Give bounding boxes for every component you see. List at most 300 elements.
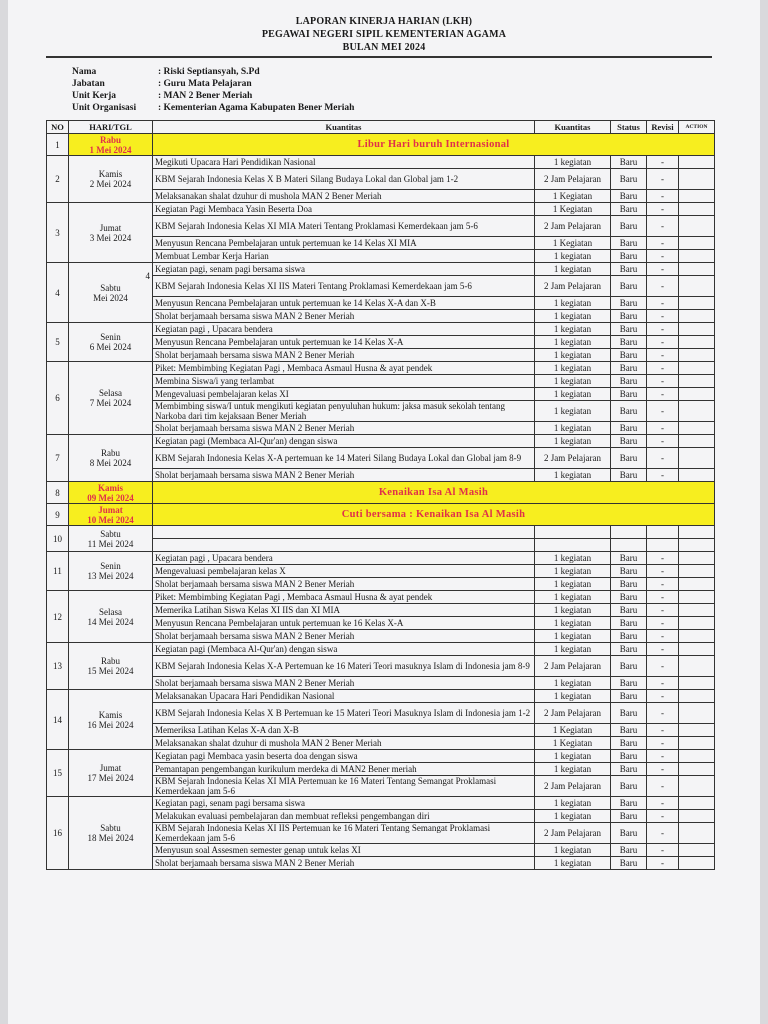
action-cell[interactable] — [679, 857, 715, 870]
activity-cell — [153, 526, 535, 539]
action-cell[interactable] — [679, 336, 715, 349]
action-cell[interactable] — [679, 297, 715, 310]
activity-cell: Mengevaluasi pembelajaran kelas XI — [153, 388, 535, 401]
status-cell: Baru — [611, 763, 647, 776]
quantity-cell: 1 kegiatan — [535, 349, 611, 362]
action-cell[interactable] — [679, 375, 715, 388]
action-cell[interactable] — [679, 310, 715, 323]
day-cell — [69, 690, 153, 750]
identity-row — [72, 66, 354, 78]
status-cell: Baru — [611, 724, 647, 737]
identity-value: : Riski Septiansyah, S.Pd — [158, 67, 260, 77]
day-cell — [69, 552, 153, 591]
day-cell — [69, 362, 153, 435]
day-name: Sabtu — [100, 282, 121, 293]
table-row — [47, 156, 715, 169]
activity-cell: Menyusun Rencana Pembelajaran untuk pertemuan ke 14 Kelas X-A — [153, 336, 535, 349]
quantity-cell: 2 Jam Pelajaran — [535, 703, 611, 724]
quantity-cell: 1 kegiatan — [535, 156, 611, 169]
col-header-no: NO — [47, 121, 69, 134]
quantity-cell: 1 kegiatan — [535, 323, 611, 336]
quantity-cell: 1 kegiatan — [535, 297, 611, 310]
revisi-cell: - — [647, 604, 679, 617]
quantity-cell: 1 kegiatan — [535, 375, 611, 388]
table-row — [47, 323, 715, 336]
action-cell[interactable] — [679, 237, 715, 250]
day-date: 18 Mei 2024 — [87, 833, 134, 843]
activity-cell: Piket: Membimbing Kegiatan Pagi , Membaca Asmaul Husna & ayat pendek — [153, 362, 535, 375]
action-cell[interactable] — [679, 617, 715, 630]
status-cell: Baru — [611, 169, 647, 190]
revisi-cell: - — [647, 216, 679, 237]
activity-cell: Megikuti Upacara Hari Pendidikan Nasional — [153, 156, 535, 169]
revisi-cell — [647, 539, 679, 552]
day-date: 17 Mei 2024 — [87, 773, 134, 783]
row-number: 7 — [47, 435, 69, 482]
status-cell: Baru — [611, 349, 647, 362]
action-cell[interactable] — [679, 250, 715, 263]
status-cell — [611, 539, 647, 552]
quantity-cell: 2 Jam Pelajaran — [535, 216, 611, 237]
row-number: 2 — [47, 156, 69, 203]
revisi-cell: - — [647, 690, 679, 703]
status-cell: Baru — [611, 263, 647, 276]
row-number: 12 — [47, 591, 69, 643]
day-name: Kamis — [98, 709, 123, 720]
revisi-cell: - — [647, 677, 679, 690]
revisi-cell: - — [647, 797, 679, 810]
activity-table-body — [47, 134, 715, 870]
activity-cell: Memerika Latihan Siswa Kelas XI IIS dan XI MIA — [153, 604, 535, 617]
status-cell: Baru — [611, 857, 647, 870]
action-cell[interactable] — [679, 203, 715, 216]
status-cell: Baru — [611, 690, 647, 703]
revisi-cell: - — [647, 724, 679, 737]
action-cell[interactable] — [679, 422, 715, 435]
action-cell[interactable] — [679, 763, 715, 776]
status-cell: Baru — [611, 336, 647, 349]
action-cell[interactable] — [679, 677, 715, 690]
day-date: 09 Mei 2024 — [87, 492, 134, 503]
activity-cell: Sholat berjamaah bersama siswa MAN 2 Bener Meriah — [153, 857, 535, 870]
action-cell[interactable] — [679, 448, 715, 469]
status-cell: Baru — [611, 203, 647, 216]
day-date: 11 Mei 2024 — [87, 538, 134, 549]
day-cell — [69, 156, 153, 203]
row-number: 8 — [47, 482, 69, 504]
identity-row — [72, 90, 354, 102]
revisi-cell: - — [647, 763, 679, 776]
day-cell — [69, 750, 153, 797]
action-cell[interactable] — [679, 565, 715, 578]
revisi-cell: - — [647, 552, 679, 565]
table-row — [47, 435, 715, 448]
status-cell: Baru — [611, 604, 647, 617]
day-cell — [69, 134, 153, 156]
action-cell[interactable] — [679, 388, 715, 401]
quantity-cell — [535, 526, 611, 539]
activity-cell: Sholat berjamaah bersama siswa MAN 2 Bener Meriah — [153, 469, 535, 482]
status-cell: Baru — [611, 552, 647, 565]
action-cell[interactable] — [679, 656, 715, 677]
identity-row — [72, 102, 354, 114]
action-cell[interactable] — [679, 552, 715, 565]
row-number: 16 — [47, 797, 69, 870]
quantity-cell: 1 kegiatan — [535, 422, 611, 435]
status-cell: Baru — [611, 250, 647, 263]
revisi-cell: - — [647, 750, 679, 763]
quantity-cell: 1 kegiatan — [535, 844, 611, 857]
revisi-cell: - — [647, 703, 679, 724]
revisi-cell: - — [647, 263, 679, 276]
identity-row — [72, 78, 354, 90]
quantity-cell: 1 Kegiatan — [535, 724, 611, 737]
revisi-cell: - — [647, 349, 679, 362]
identity-block — [72, 66, 354, 114]
revisi-cell: - — [647, 776, 679, 797]
revisi-cell: - — [647, 297, 679, 310]
identity-value: : Kementerian Agama Kabupaten Bener Meriah — [158, 103, 355, 113]
day-name: Jumat — [99, 763, 122, 773]
quantity-cell: 1 kegiatan — [535, 250, 611, 263]
day-date: 7 Mei 2024 — [89, 398, 132, 408]
revisi-cell: - — [647, 469, 679, 482]
action-cell[interactable] — [679, 401, 715, 422]
status-cell: Baru — [611, 565, 647, 578]
action-cell[interactable] — [679, 690, 715, 703]
table-row — [47, 526, 715, 539]
revisi-cell: - — [647, 203, 679, 216]
status-cell: Baru — [611, 677, 647, 690]
action-cell[interactable] — [679, 750, 715, 763]
status-cell: Baru — [611, 435, 647, 448]
revisi-cell: - — [647, 336, 679, 349]
status-cell: Baru — [611, 375, 647, 388]
activity-cell: KBM Sejarah Indonesia Kelas X B Materi Silang Budaya Lokal dan Global jam 1-2 — [153, 169, 535, 190]
header-rule — [46, 56, 712, 58]
day-name: Senin — [100, 561, 121, 571]
action-cell[interactable] — [679, 526, 715, 539]
activity-cell: Sholat berjamaah bersama siswa MAN 2 Bener Meriah — [153, 677, 535, 690]
status-cell: Baru — [611, 362, 647, 375]
day-date: 1 Mei 2024 — [89, 144, 132, 155]
status-cell: Baru — [611, 156, 647, 169]
action-cell[interactable] — [679, 810, 715, 823]
holiday-row — [47, 504, 715, 526]
quantity-cell: 1 kegiatan — [535, 310, 611, 323]
activity-cell: Kegiatan pagi, senam pagi bersama siswa — [153, 263, 535, 276]
activity-cell: Kegiatan pagi (Membaca Al-Qur'an) dengan siswa — [153, 435, 535, 448]
action-cell[interactable] — [679, 323, 715, 336]
quantity-cell: 1 kegiatan — [535, 565, 611, 578]
identity-value: : Guru Mata Pelajaran — [158, 79, 252, 89]
activity-cell: Melaksanakan shalat dzuhur di mushola MAN 2 Bener Meriah — [153, 190, 535, 203]
holiday-row — [47, 482, 715, 504]
report-title: LAPORAN KINERJA HARIAN (LKH) — [295, 16, 473, 27]
activity-cell: Kegiatan pagi Membaca yasin beserta doa dengan siswa — [153, 750, 535, 763]
day-date: 3 Mei 2024 — [89, 232, 132, 243]
day-name: Sabtu — [100, 823, 121, 833]
quantity-cell — [535, 539, 611, 552]
status-cell: Baru — [611, 617, 647, 630]
quantity-cell: 1 kegiatan — [535, 810, 611, 823]
identity-label: Unit Kerja — [72, 91, 117, 101]
quantity-cell: 2 Jam Pelajaran — [535, 823, 611, 844]
status-cell: Baru — [611, 469, 647, 482]
status-cell: Baru — [611, 776, 647, 797]
action-cell[interactable] — [679, 156, 715, 169]
status-cell: Baru — [611, 810, 647, 823]
day-name: Rabu — [99, 134, 121, 145]
status-cell: Baru — [611, 703, 647, 724]
revisi-cell: - — [647, 630, 679, 643]
quantity-cell: 1 kegiatan — [535, 643, 611, 656]
row-number: 6 — [47, 362, 69, 435]
holiday-row — [47, 134, 715, 156]
day-name: Jumat — [98, 504, 123, 515]
action-cell[interactable] — [679, 724, 715, 737]
quantity-cell: 1 kegiatan — [535, 263, 611, 276]
day-number: 4 — [145, 271, 150, 281]
day-date: 10 Mei 2024 — [87, 514, 134, 525]
report-period: BULAN MEI 2024 — [342, 42, 426, 53]
row-number: 14 — [47, 690, 69, 750]
quantity-cell: 1 kegiatan — [535, 604, 611, 617]
quantity-cell: 1 kegiatan — [535, 469, 611, 482]
quantity-cell: 2 Jam Pelajaran — [535, 448, 611, 469]
action-cell[interactable] — [679, 276, 715, 297]
revisi-cell: - — [647, 448, 679, 469]
row-number: 5 — [47, 323, 69, 362]
day-cell — [69, 591, 153, 643]
day-name: Jumat — [99, 222, 122, 233]
activity-cell: KBM Sejarah Indonesia Kelas X-A pertemuan ke 14 Materi Silang Budaya Lokal dan Global jam 8-9 — [153, 448, 535, 469]
activity-cell — [153, 539, 535, 552]
revisi-cell: - — [647, 823, 679, 844]
action-cell[interactable] — [679, 578, 715, 591]
action-cell[interactable] — [679, 190, 715, 203]
quantity-cell: 1 kegiatan — [535, 591, 611, 604]
day-date: 16 Mei 2024 — [87, 719, 134, 730]
quantity-cell: 2 Jam Pelajaran — [535, 276, 611, 297]
status-cell: Baru — [611, 797, 647, 810]
activity-cell: Pemantapan pengembangan kurikulum merdeka di MAN2 Bener meriah — [153, 763, 535, 776]
day-name: Rabu — [101, 448, 120, 458]
action-cell[interactable] — [679, 169, 715, 190]
action-cell[interactable] — [679, 823, 715, 844]
activity-cell: Memeriksa Latihan Kelas X-A dan X-B — [153, 724, 535, 737]
day-name: Sabtu — [100, 528, 121, 539]
day-name: Kamis — [97, 482, 123, 493]
quantity-cell: 1 kegiatan — [535, 578, 611, 591]
table-row — [47, 591, 715, 604]
activity-cell: Kegiatan pagi (Membaca Al-Qur'an) dengan siswa — [153, 643, 535, 656]
quantity-cell: 1 Kegiatan — [535, 203, 611, 216]
action-cell[interactable] — [679, 263, 715, 276]
activity-cell: Sholat berjamaah bersama siswa MAN 2 Bener Meriah — [153, 310, 535, 323]
action-cell[interactable] — [679, 604, 715, 617]
day-name: Selasa — [99, 388, 122, 398]
identity-label: Jabatan — [72, 79, 105, 89]
activity-cell: Kegiatan Pagi Membaca Yasin Beserta Doa — [153, 203, 535, 216]
table-row — [47, 203, 715, 216]
row-number: 10 — [47, 526, 69, 552]
quantity-cell: 1 kegiatan — [535, 677, 611, 690]
status-cell: Baru — [611, 643, 647, 656]
activity-cell: KBM Sejarah Indonesia Kelas X B Pertemuan ke 15 Materi Teori Masuknya Islam di Indonesia jam 1-2 — [153, 703, 535, 724]
quantity-cell: 1 kegiatan — [535, 552, 611, 565]
activity-cell: Sholat berjamaah bersama siswa MAN 2 Bener Meriah — [153, 578, 535, 591]
day-date: Mei 2024 — [93, 292, 128, 303]
status-cell: Baru — [611, 823, 647, 844]
activity-cell: Menyusun Rencana Pembelajaran untuk pertemuan ke 14 Kelas X-A dan X-B — [153, 297, 535, 310]
revisi-cell: - — [647, 578, 679, 591]
activity-cell: Menyusun Rencana Pembelajaran untuk pertemuan ke 16 Kelas X-A — [153, 617, 535, 630]
row-number: 3 — [47, 203, 69, 263]
row-number: 9 — [47, 504, 69, 526]
activity-cell: Sholat berjamaah bersama siswa MAN 2 Bener Meriah — [153, 349, 535, 362]
day-cell — [69, 504, 153, 526]
day-cell — [69, 797, 153, 870]
identity-value: : MAN 2 Bener Meriah — [158, 91, 253, 101]
holiday-label: Libur Hari buruh Internasional — [153, 134, 715, 156]
quantity-cell: 1 kegiatan — [535, 435, 611, 448]
status-cell: Baru — [611, 276, 647, 297]
activity-cell: Kegiatan pagi, senam pagi bersama siswa — [153, 797, 535, 810]
table-row — [47, 690, 715, 703]
quantity-cell: 1 kegiatan — [535, 750, 611, 763]
action-cell[interactable] — [679, 776, 715, 797]
quantity-cell: 1 Kegiatan — [535, 737, 611, 750]
action-cell[interactable] — [679, 469, 715, 482]
revisi-cell: - — [647, 656, 679, 677]
activity-cell: KBM Sejarah Indonesia Kelas X-A Pertemuan ke 16 Materi Teori masuknya Islam di Indonesia jam 8-9 — [153, 656, 535, 677]
activity-table — [46, 120, 715, 870]
action-cell[interactable] — [679, 591, 715, 604]
revisi-cell: - — [647, 591, 679, 604]
day-cell — [69, 263, 153, 323]
day-cell — [69, 643, 153, 690]
col-header-status: Status — [611, 121, 647, 134]
day-cell — [69, 526, 153, 552]
action-cell[interactable] — [679, 844, 715, 857]
action-cell[interactable] — [679, 539, 715, 552]
activity-cell: Piket: Membimbing Kegiatan Pagi , Membaca Asmaul Husna & ayat pendek — [153, 591, 535, 604]
activity-cell: KBM Sejarah Indonesia Kelas XI MIA Pertemuan ke 16 Materi Tentang Semangat Proklamasi Kemerdekaan jam 5-6 — [153, 776, 535, 797]
action-cell[interactable] — [679, 362, 715, 375]
day-name: Selasa — [99, 606, 122, 617]
row-number: 4 — [47, 263, 69, 323]
status-cell: Baru — [611, 591, 647, 604]
revisi-cell: - — [647, 169, 679, 190]
revisi-cell: - — [647, 250, 679, 263]
quantity-cell: 1 kegiatan — [535, 630, 611, 643]
revisi-cell: - — [647, 362, 679, 375]
day-cell — [69, 323, 153, 362]
status-cell: Baru — [611, 401, 647, 422]
quantity-cell: 1 kegiatan — [535, 797, 611, 810]
action-cell[interactable] — [679, 349, 715, 362]
revisi-cell: - — [647, 844, 679, 857]
revisi-cell: - — [647, 156, 679, 169]
action-cell[interactable] — [679, 643, 715, 656]
action-cell[interactable] — [679, 737, 715, 750]
status-cell: Baru — [611, 310, 647, 323]
table-row — [47, 362, 715, 375]
quantity-cell: 1 Kegiatan — [535, 190, 611, 203]
day-date: 8 Mei 2024 — [89, 458, 132, 468]
revisi-cell: - — [647, 810, 679, 823]
quantity-cell: 1 kegiatan — [535, 401, 611, 422]
day-cell — [69, 203, 153, 263]
activity-cell: Kegiatan pagi , Upacara bendera — [153, 552, 535, 565]
table-row — [47, 263, 715, 276]
revisi-cell: - — [647, 310, 679, 323]
action-cell[interactable] — [679, 797, 715, 810]
status-cell — [611, 526, 647, 539]
day-name: Kamis — [98, 169, 123, 179]
quantity-cell: 1 kegiatan — [535, 763, 611, 776]
row-number: 15 — [47, 750, 69, 797]
activity-cell: Melaksanakan Upacara Hari Pendidikan Nasional — [153, 690, 535, 703]
day-date: 15 Mei 2024 — [87, 666, 134, 676]
holiday-label: Cuti bersama : Kenaikan Isa Al Masih — [153, 504, 715, 526]
activity-cell: Melakukan evaluasi pembelajaran dan membuat refleksi pengembangan diri — [153, 810, 535, 823]
revisi-cell: - — [647, 737, 679, 750]
revisi-cell: - — [647, 323, 679, 336]
action-cell[interactable] — [679, 435, 715, 448]
revisi-cell: - — [647, 276, 679, 297]
quantity-cell: 1 Kegiatan — [535, 237, 611, 250]
status-cell: Baru — [611, 737, 647, 750]
revisi-cell: - — [647, 375, 679, 388]
day-date: 13 Mei 2024 — [87, 571, 134, 581]
action-cell[interactable] — [679, 703, 715, 724]
holiday-label: Kenaikan Isa Al Masih — [153, 482, 715, 504]
action-cell[interactable] — [679, 630, 715, 643]
status-cell: Baru — [611, 190, 647, 203]
revisi-cell: - — [647, 190, 679, 203]
revisi-cell: - — [647, 435, 679, 448]
action-cell[interactable] — [679, 216, 715, 237]
identity-label: Nama — [72, 67, 97, 77]
day-cell — [69, 482, 153, 504]
table-row — [47, 643, 715, 656]
status-cell: Baru — [611, 630, 647, 643]
quantity-cell: 2 Jam Pelajaran — [535, 169, 611, 190]
status-cell: Baru — [611, 388, 647, 401]
activity-cell: Menyusun soal Assesmen semester genap untuk kelas XI — [153, 844, 535, 857]
quantity-cell: 1 kegiatan — [535, 690, 611, 703]
day-cell — [69, 435, 153, 482]
activity-cell: Membina Siswa/i yang terlambat — [153, 375, 535, 388]
revisi-cell: - — [647, 617, 679, 630]
col-header-action: ACTION — [679, 121, 715, 134]
table-row — [47, 552, 715, 565]
status-cell: Baru — [611, 750, 647, 763]
status-cell: Baru — [611, 422, 647, 435]
status-cell: Baru — [611, 448, 647, 469]
revisi-cell: - — [647, 388, 679, 401]
activity-cell: Membuat Lembar Kerja Harian — [153, 250, 535, 263]
activity-cell: Mengevaluasi pembelajaran kelas X — [153, 565, 535, 578]
activity-cell: Melaksanakan shalat dzuhur di mushola MAN 2 Bener Meriah — [153, 737, 535, 750]
quantity-cell: 2 Jam Pelajaran — [535, 656, 611, 677]
status-cell: Baru — [611, 578, 647, 591]
col-header-revisi: Revisi — [647, 121, 679, 134]
day-date: 6 Mei 2024 — [89, 342, 132, 352]
col-header-quantity: Kuantitas — [535, 121, 611, 134]
